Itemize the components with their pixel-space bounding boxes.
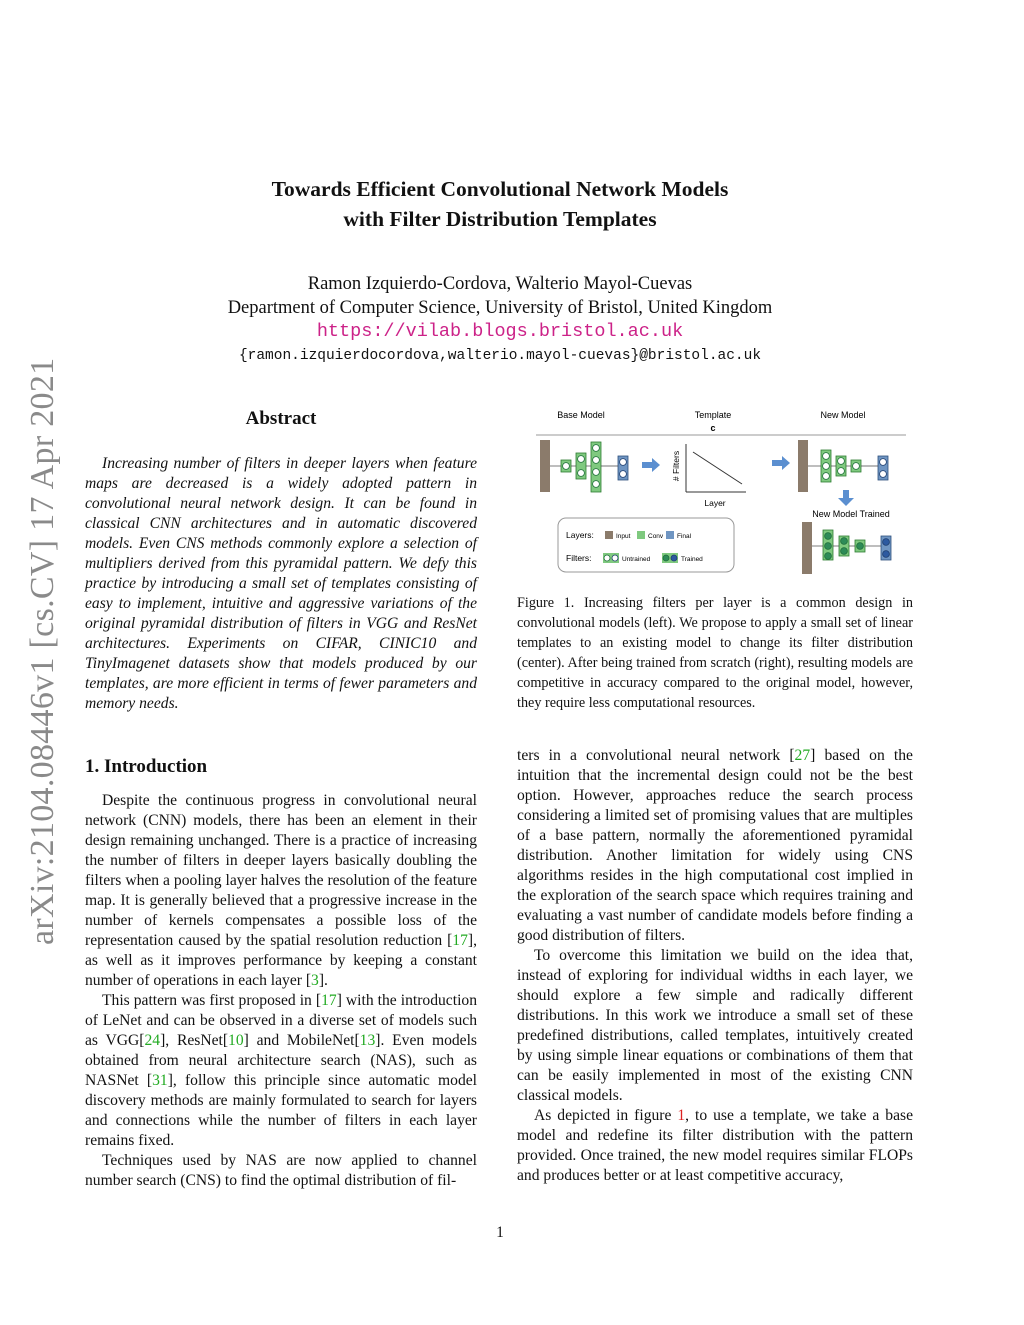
- new-input-layer: [798, 440, 808, 492]
- trained-filter: [825, 533, 832, 540]
- figure-1: [536, 404, 906, 574]
- new-filter: [853, 463, 860, 470]
- new-filter: [823, 453, 830, 460]
- label-new-model-trained: New Model Trained: [812, 509, 890, 519]
- new-filter: [838, 468, 845, 475]
- lab-url-link[interactable]: https://vilab.blogs.bristol.ac.uk: [316, 321, 684, 342]
- paper-title: [0, 174, 1000, 234]
- label-layer-axis: Layer: [704, 498, 726, 508]
- base-filter: [578, 470, 585, 477]
- legend-trained-label: Trained: [681, 556, 703, 563]
- trained-filter: [841, 538, 848, 545]
- label-filters-axis: # Filters: [671, 450, 681, 482]
- legend-filters-label: Filters:: [566, 553, 592, 563]
- base-filter: [578, 456, 585, 463]
- new-filter: [838, 458, 845, 465]
- citation-link[interactable]: 13: [359, 1032, 376, 1049]
- legend-conv-label: Conv: [648, 533, 664, 540]
- base-filter: [620, 459, 627, 466]
- base-filter: [593, 457, 600, 464]
- base-filter: [593, 469, 600, 476]
- arrow-down-icon: [838, 490, 854, 506]
- intro-paragraph-2: This pattern was first proposed in [17] with the introduction of LeNet and can be observed in a diverse set of models such as VGG[24], ResNet[10] and MobileNet[13]. Even models obtained from neural architecture search (NAS), such as NASNet [31], follow this principle since automatic model discovery methods are mainly formulated to search for layers and connections while the number of filters in each layer remains fixed.: [85, 992, 477, 1149]
- citation-link[interactable]: 31: [152, 1072, 168, 1089]
- right-column-body: [517, 746, 913, 1186]
- new-filter: [880, 459, 887, 466]
- trained-filter: [883, 551, 890, 558]
- right-paragraph-1: ters in a convolutional neural network [27] based on the intuition that the incremental design could not be the best option. However, approaches reduce the search process considering a limited set of promising values that are multiples of a base pattern, normally the aforementioned pyramidal distribution. Another limitation for widely using CNS algorithms resides in the high computational cost implied in the exploration of the search space which requires training and evaluating a vast number of candidate models before finding a good distribution of filters.: [517, 747, 913, 944]
- figure-reference-link[interactable]: 1: [677, 1107, 686, 1124]
- abstract-heading: Abstract: [245, 408, 317, 429]
- citation-link[interactable]: 10: [228, 1032, 244, 1049]
- citation-link[interactable]: 17: [452, 932, 468, 949]
- intro-paragraph-1: Despite the continuous progress in convolutional neural network (CNN) models, there has been an element in their design remaining unchanged. There is a practice of increasing the number of filters in deeper layers basically doubling the filters when a pooling layer halves the resolution of the feature map. It is generally believed that a progressive increase in the number of kernels compensates a possible loss of the representation caused by the spatial resolution reduction [17], as well as it improves performance by keeping a constant number of operations in each layer [3].: [85, 792, 477, 989]
- author-emails: {ramon.izquierdocordova,walterio.mayol-cuevas}@bristol.ac.uk: [238, 348, 762, 364]
- title-line-1: Towards Efficient Convolutional Network Models: [271, 177, 729, 201]
- left-column-body: [85, 791, 477, 1191]
- legend-conv-swatch: [637, 531, 645, 539]
- page-number: 1: [496, 1224, 504, 1241]
- intro-paragraph-3: Techniques used by NAS are now applied to channel number search (CNS) to find the optimal distribution of fil-: [85, 1152, 477, 1189]
- new-filter: [823, 463, 830, 470]
- arrow-right-icon: [642, 458, 660, 472]
- right-paragraph-2: To overcome this limitation we build on the idea that, instead of exploring for individual widths in each layer, we should explore a few simple and radically different distributions. In this work we introduce a small set of these predefined distributions, called templates, intuitively created by using simple linear equations or combinations of them that can be easily implemented in most of the existing CNN classical models.: [517, 947, 913, 1104]
- citation-link[interactable]: 3: [311, 972, 319, 989]
- legend-final-swatch: [666, 531, 674, 539]
- introduction-heading: 1. Introduction: [85, 756, 208, 777]
- label-template: Template: [694, 410, 732, 420]
- citation-link[interactable]: 24: [144, 1032, 161, 1049]
- label-base-model: Base Model: [557, 410, 605, 420]
- template-line: [693, 452, 742, 484]
- legend-layers-label: Layers:: [566, 530, 594, 540]
- title-line-2: with Filter Distribution Templates: [343, 207, 657, 231]
- trained-filter: [883, 539, 890, 546]
- trained-filter: [825, 543, 832, 550]
- legend-input-swatch: [605, 531, 613, 539]
- abstract-paragraph: Increasing number of filters in deeper layers when feature maps are decreased is a widely adopted pattern in convolutional neural network design. It can be found in classical CNN architectures and in automatic discovered models. Even CNS methods commonly explore a selection of multipliers derived from this pyramidal pattern. We defy this practice by introducing a small set of templates consisting of easy to implement, intuitive and aggressive variations of the original pyramidal distribution of filters in VGG and ResNet architectures. Experiments on CIFAR, CINIC10 and TinyImagenet datasets show that models produced by our templates, are more efficient in terms of fewer parameters and memory needs.: [85, 455, 477, 712]
- legend-box: [558, 518, 734, 572]
- label-new-model: New Model: [820, 410, 866, 420]
- figure-1-diagram: [536, 404, 906, 574]
- base-filter: [593, 481, 600, 488]
- base-input-layer: [540, 440, 550, 492]
- abstract-text: [85, 454, 477, 714]
- base-filter: [593, 445, 600, 452]
- caption-text: Increasing filters per layer is a common design in convolutional models (left). We propose to apply a small set of linear templates to an existing model to change its filter distribution (center). After being trained from scratch (right), resulting models are competitive in accuracy compared to the original model, however, they require less computational resources.: [517, 595, 914, 711]
- trained-filter: [841, 548, 848, 555]
- base-filter: [563, 463, 570, 470]
- legend-untrained-label: Untrained: [622, 556, 651, 563]
- arrow-right-icon: [772, 456, 790, 470]
- author-names: Ramon Izquierdo-Cordova, Walterio Mayol-Cuevas: [307, 274, 693, 294]
- label-c: c: [710, 423, 716, 433]
- legend-final-label: Final: [677, 533, 692, 540]
- figure-1-caption: [517, 593, 913, 713]
- trained-filter: [857, 543, 864, 550]
- arxiv-identifier: arXiv:2104.08446v1 [cs.CV] 17 Apr 2021: [24, 357, 61, 945]
- new-filter: [880, 471, 887, 478]
- caption-label: Figure 1.: [517, 595, 575, 611]
- new-filter: [823, 473, 830, 480]
- affiliation: Department of Computer Science, University of Bristol, United Kingdom: [227, 298, 773, 318]
- legend-input-label: Input: [616, 533, 631, 540]
- right-paragraph-3: As depicted in figure 1, to use a template, we take a base model and redefine its filter distribution with the pattern provided. Once trained, the new model requires similar FLOPs and produces better or at least competitive accuracy,: [517, 1107, 913, 1184]
- citation-link[interactable]: 17: [321, 992, 337, 1009]
- base-filter: [620, 471, 627, 478]
- citation-link[interactable]: 27: [794, 747, 811, 764]
- trained-filter: [825, 553, 832, 560]
- trained-input-layer: [802, 522, 812, 574]
- author-block: [0, 272, 1000, 368]
